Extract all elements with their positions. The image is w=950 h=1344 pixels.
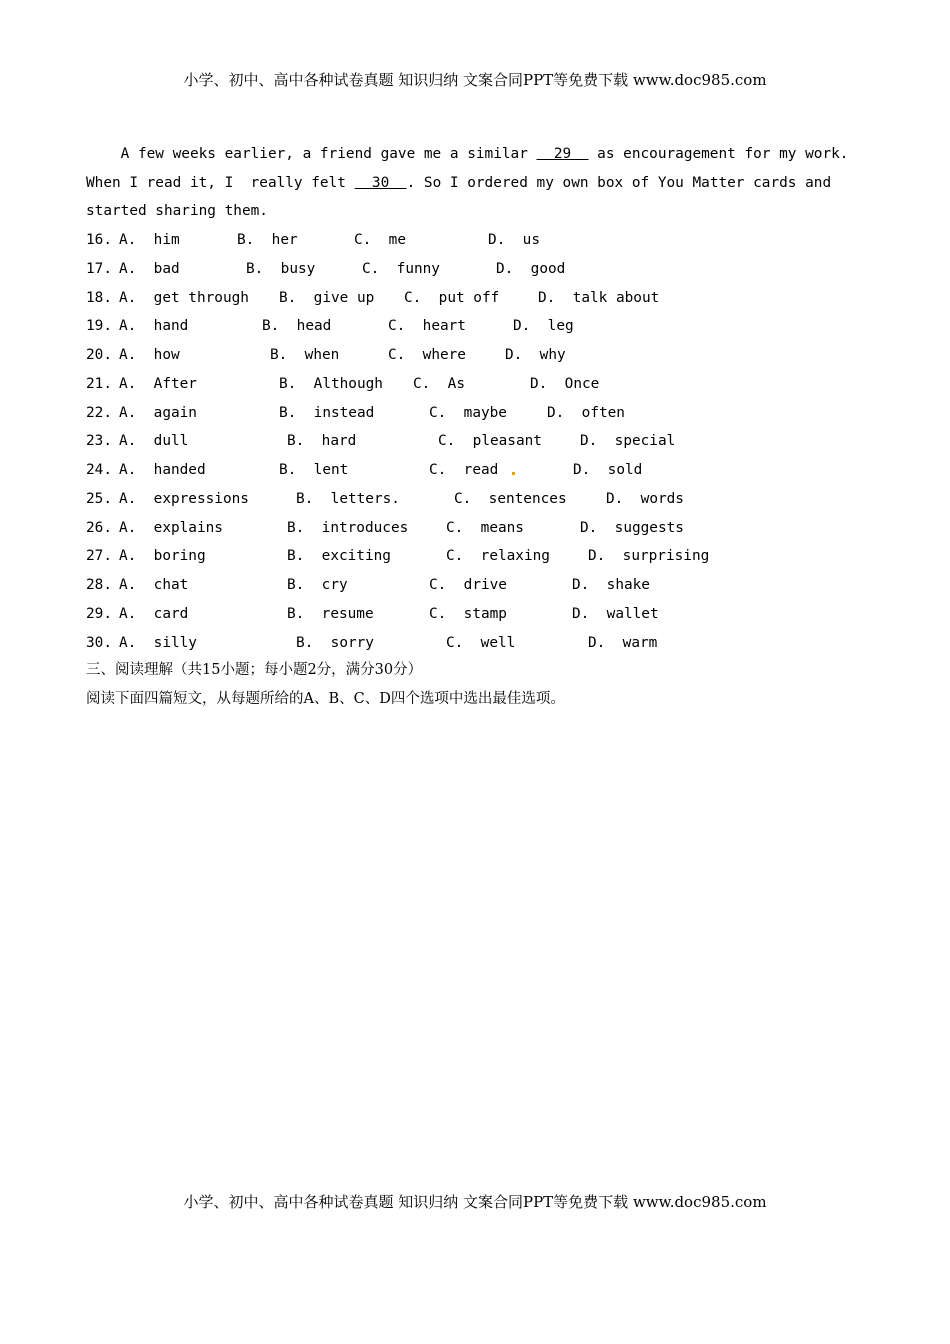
- option-a: A. bad: [119, 260, 180, 277]
- question-row: [86, 489, 866, 509]
- option-b: B. exciting: [287, 548, 391, 565]
- option-b: B. when: [270, 347, 340, 363]
- option-a: A. card: [119, 605, 189, 622]
- option-d: D. words: [606, 490, 684, 507]
- question-row: [86, 316, 866, 336]
- option-d: D. warm: [588, 634, 658, 651]
- question-row: [86, 403, 866, 423]
- question-row: [86, 633, 866, 653]
- blank-29: 29: [536, 146, 589, 162]
- question-row: [86, 288, 866, 308]
- question-row: [86, 374, 866, 394]
- option-c: C. maybe: [429, 404, 507, 421]
- question-row: [86, 345, 866, 365]
- page-footer: 小学、初中、高中各种试卷真题 知识归纳 文案合同PPT等免费下载 www.doc985.com: [183, 1193, 767, 1211]
- option-a: A. get through: [119, 289, 249, 306]
- section-instruction: 阅读下面四篇短文，从每题所给的A、B、C、D四个选项中选出最佳选项。: [86, 691, 565, 707]
- option-a: A. hand: [119, 318, 189, 335]
- option-a: A. handed: [119, 462, 206, 478]
- question-row: [86, 604, 866, 624]
- question-number: 16.: [86, 232, 112, 248]
- question-number: 24.: [86, 462, 112, 478]
- option-b: B. instead: [279, 404, 375, 421]
- option-b: B. cry: [287, 577, 348, 593]
- option-a: A. explains: [119, 519, 223, 536]
- question-number: 17.: [86, 260, 112, 277]
- option-d: D. sold: [573, 462, 643, 478]
- option-a: A. dull: [119, 433, 189, 450]
- passage-text: When I read it, I really felt: [86, 175, 355, 191]
- question-row: [86, 546, 866, 566]
- option-c: C. funny: [362, 260, 440, 277]
- question-row: [86, 230, 866, 250]
- passage-text: as encouragement for my work.: [588, 146, 849, 162]
- option-d: D. why: [505, 347, 566, 363]
- option-c: C. where: [388, 347, 466, 363]
- option-d: D. suggests: [580, 519, 684, 536]
- option-b: B. introduces: [287, 519, 409, 536]
- question-row: [86, 575, 866, 595]
- option-c: C. put off: [404, 289, 500, 306]
- option-b: B. give up: [279, 289, 375, 306]
- option-c: C. stamp: [429, 605, 507, 622]
- option-d: D. leg: [513, 318, 574, 335]
- passage-line-3: started sharing them.: [86, 203, 268, 219]
- question-number: 20.: [86, 347, 112, 363]
- question-number: 19.: [86, 318, 112, 335]
- option-a: A. After: [119, 375, 197, 392]
- passage-text: A few weeks earlier, a friend gave me a similar: [86, 146, 537, 162]
- option-b: B. resume: [287, 605, 374, 622]
- question-row: [86, 518, 866, 538]
- page-header: 小学、初中、高中各种试卷真题 知识归纳 文案合同PPT等免费下载 www.doc985.com: [183, 71, 767, 89]
- option-b: B. letters.: [296, 490, 400, 507]
- option-c: C. me: [354, 232, 406, 248]
- option-b: B. busy: [246, 260, 316, 277]
- option-a: A. chat: [119, 577, 189, 593]
- option-d: D. special: [580, 433, 676, 450]
- blank-30: 30: [354, 175, 407, 191]
- option-a: A. him: [119, 232, 180, 248]
- option-c: C. means: [446, 519, 524, 536]
- question-row: [86, 460, 866, 480]
- option-a: A. again: [119, 404, 197, 421]
- option-d: D. us: [488, 232, 540, 248]
- option-c: C. As: [413, 375, 465, 392]
- option-b: B. lent: [279, 462, 349, 478]
- option-d: D. often: [547, 404, 625, 421]
- question-number: 23.: [86, 433, 112, 450]
- question-number: 30.: [86, 634, 112, 651]
- option-b: B. sorry: [296, 634, 374, 651]
- question-number: 21.: [86, 375, 112, 392]
- option-b: B. her: [237, 232, 298, 248]
- option-d: D. talk about: [538, 289, 660, 306]
- option-d: D. shake: [572, 577, 650, 593]
- option-c: C. well: [446, 634, 516, 651]
- option-c: C. sentences: [454, 490, 567, 507]
- question-row: [86, 259, 866, 279]
- option-c: C. relaxing: [446, 548, 550, 565]
- option-b: B. head: [262, 318, 332, 335]
- question-number: 18.: [86, 289, 112, 306]
- option-d: D. good: [496, 260, 566, 277]
- section-title: 三、阅读理解（共15小题；每小题2分，满分30分）: [86, 662, 423, 678]
- option-b: B. hard: [287, 433, 357, 450]
- option-d: D. wallet: [572, 605, 659, 622]
- question-number: 26.: [86, 519, 112, 536]
- option-a: A. boring: [119, 548, 206, 565]
- option-c: C. drive: [429, 577, 507, 593]
- question-number: 25.: [86, 490, 112, 507]
- question-row: [86, 431, 866, 451]
- option-a: A. how: [119, 347, 180, 363]
- passage-text: . So I ordered my own box of You Matter cards and: [406, 175, 832, 191]
- option-c: C. heart: [388, 318, 466, 335]
- passage-line-1: [86, 144, 848, 164]
- stray-mark: [512, 472, 515, 475]
- question-number: 27.: [86, 548, 112, 565]
- option-a: A. silly: [119, 634, 197, 651]
- question-number: 28.: [86, 577, 112, 593]
- option-b: B. Although: [279, 375, 383, 392]
- option-d: D. Once: [530, 375, 600, 392]
- option-a: A. expressions: [119, 490, 249, 507]
- option-c: C. pleasant: [438, 433, 542, 450]
- option-d: D. surprising: [588, 548, 710, 565]
- question-number: 29.: [86, 605, 112, 622]
- option-c: C. read: [429, 462, 499, 478]
- question-number: 22.: [86, 404, 112, 421]
- passage-line-2: [86, 173, 831, 193]
